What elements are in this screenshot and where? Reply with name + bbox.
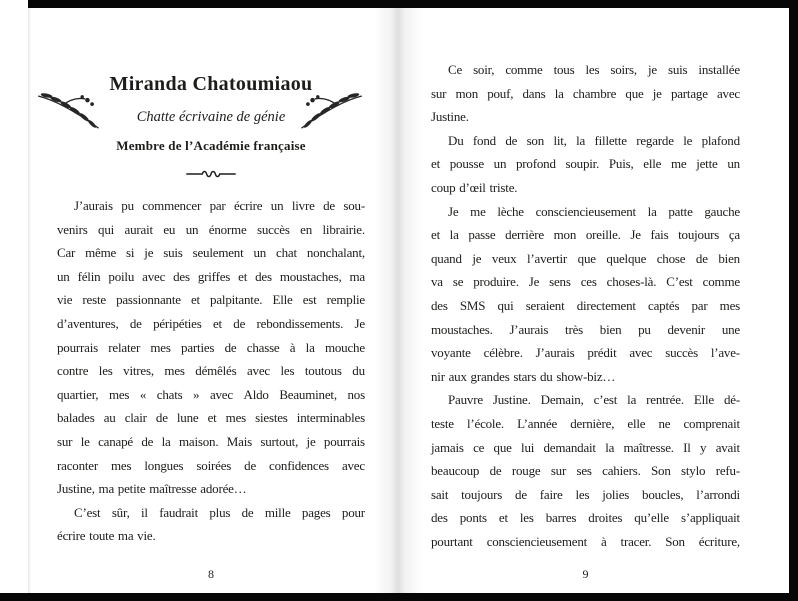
text-line: Ce soir, comme tous les soirs, je suis installée: [448, 62, 740, 77]
paragraph: [57, 194, 365, 501]
text-line: beaucoup de rouge sur ses cahiers. Son stylo refu-: [431, 463, 740, 479]
chapter-affiliation: Membre de l’Académie française: [116, 138, 306, 153]
text-line: va se produire. Je sens ces choses-là. C’est comme: [431, 274, 740, 290]
book-cover-edge-right: [789, 0, 798, 601]
text-line: teste l’école. L’année dernière, elle ne comprenait: [431, 415, 740, 431]
book-cover-edge-top: [28, 0, 798, 8]
text-line: Pauvre Justine. Demain, c’est la rentrée. Elle dé-: [448, 392, 740, 408]
text-line: pourrais relater mes parties de chasse à la mouche: [57, 339, 365, 355]
text-line: Du fond de son lit, la fillette regarde le plafond: [448, 132, 740, 148]
text-line: et la passe derrière mon oreille. Je fais toujours ça: [431, 227, 740, 243]
right-page-body: [431, 58, 740, 553]
text-line: raconter mes longues soirées de confidences avec: [57, 457, 365, 473]
chapter-title: Miranda Chatoumiaou: [109, 73, 313, 95]
text-line: pourtant consciencieusement à tracer. Son écriture,: [431, 533, 740, 549]
paragraph: [431, 200, 740, 389]
text-line: moustaches. J’aurais très bien pu devenir une: [431, 321, 740, 337]
text-line: quartier, mes « chats » avec Aldo Beauminet, nos: [57, 386, 365, 402]
book-cover-edge-bottom: [0, 593, 798, 601]
text-line: coup d’œil triste.: [431, 179, 518, 195]
text-line: sur le canapé de la maison. Mais surtout, je pourrais: [57, 433, 365, 449]
text-line: C’est sûr, il faudrait plus de mille pages pour: [74, 504, 365, 520]
text-line: Justine, ma petite maîtresse adorée…: [57, 481, 247, 497]
text-line: sait toujours de faire les jolies boucles, l’arrondi: [431, 486, 740, 502]
chapter-subtitle: Chatte écrivaine de génie: [136, 109, 286, 125]
text-line: nir aux grandes stars du show-biz…: [431, 368, 616, 384]
book-gutter-shadow: [374, 8, 422, 593]
paragraph: [57, 501, 365, 548]
text-line: un félin poilu avec des griffes et des moustaches, ma: [57, 268, 365, 284]
text-line: sur mon pouf, dans la chambre que je partage avec: [431, 85, 740, 101]
paragraph: [431, 58, 740, 129]
section-divider: [57, 163, 365, 190]
page-edge-crease: [28, 0, 31, 593]
text-line: venirs qui aurait eu un énorme succès en librairie.: [57, 221, 365, 237]
text-line: jamais ce que lui demandait la maîtresse. Il y avait: [431, 439, 740, 455]
text-line: vie reste passionnante et palpitante. Elle est remplie: [57, 292, 365, 308]
text-line: contre les vitres, mes démêlés avec les toutous du: [57, 363, 365, 379]
left-page-body: [57, 194, 365, 548]
text-line: des SMS qui seraient directement captés par mes: [431, 297, 740, 313]
text-line: voyante célèbre. J’aurais prédit avec succès l’ave-: [431, 345, 740, 361]
text-line: écrire toute ma vie.: [57, 528, 156, 544]
text-line: Justine.: [431, 109, 469, 125]
squiggle-divider-icon: [182, 163, 240, 185]
text-line: des ponts et les barres droites qu’elle s’appliquait: [431, 510, 740, 526]
text-line: d’aventures, de péripéties et de rebondissements. Je: [57, 315, 365, 331]
text-line: Je me lèche consciencieusement la patte gauche: [448, 203, 740, 219]
text-line: Car même si je suis seulement un chat nonchalant,: [57, 245, 365, 261]
paragraph: [431, 129, 740, 200]
text-line: balades au clair de lune et mes siestes interminables: [57, 410, 365, 426]
text-line: quand je veux l’avertir que quelque chose de bien: [431, 250, 740, 266]
paragraph: [431, 388, 740, 553]
text-line: et pousse un profond soupir. Puis, elle me jette un: [431, 156, 740, 172]
page-number-right: 9: [582, 567, 589, 581]
text-line: J’aurais pu commencer par écrire un livre de sou-: [74, 198, 365, 213]
page-number-left: 8: [208, 567, 214, 581]
